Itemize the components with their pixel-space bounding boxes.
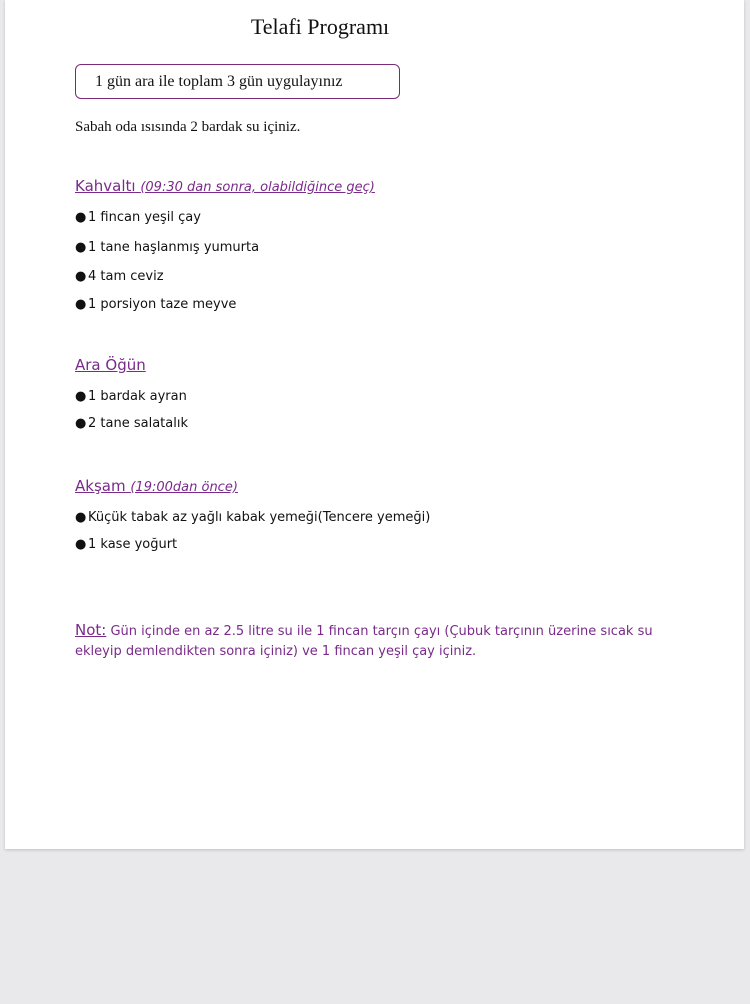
list-item	[75, 240, 259, 255]
note-paragraph	[75, 620, 675, 662]
bullet-icon: ●	[75, 297, 87, 312]
bullet-icon: ●	[75, 416, 87, 431]
list-item-text: 1 bardak ayran	[88, 389, 187, 404]
intro-text: Sabah oda ısısında 2 bardak su içiniz.	[75, 119, 301, 135]
section-heading-aksam	[75, 477, 238, 495]
list-item	[75, 210, 201, 225]
list-item	[75, 416, 188, 431]
section-heading-kahvalti	[75, 177, 375, 195]
section-title: Akşam	[75, 477, 126, 495]
list-item-text: 1 fincan yeşil çay	[88, 210, 201, 225]
section-subtitle: (19:00dan önce)	[130, 480, 238, 495]
list-item-text: 1 porsiyon taze meyve	[88, 297, 237, 312]
section-subtitle: (09:30 dan sonra, olabildiğince geç)	[140, 180, 375, 195]
list-item	[75, 537, 177, 552]
document-title: Telafi Programı	[250, 14, 390, 39]
bullet-icon: ●	[75, 210, 87, 225]
note-text: Gün içinde en az 2.5 litre su ile 1 fincan tarçın çayı (Çubuk tarçının üzerine sıcak su ekleyip demlendikten sonra içiniz) ve 1 fincan yeşil çay içiniz.	[75, 624, 653, 659]
bullet-icon: ●	[75, 389, 87, 404]
list-item	[75, 269, 164, 284]
section-title: Ara Öğün	[75, 356, 146, 374]
list-item-text: Küçük tabak az yağlı kabak yemeği(Tencere yemeği)	[88, 510, 431, 525]
bullet-icon: ●	[75, 240, 87, 255]
list-item-text: 4 tam ceviz	[88, 269, 164, 284]
list-item	[75, 297, 236, 312]
list-item-text: 1 tane haşlanmış yumurta	[88, 240, 260, 255]
list-item	[75, 389, 187, 404]
list-item-text: 2 tane salatalık	[88, 416, 188, 431]
section-heading-ara-ogun	[75, 356, 146, 374]
note-label: Not:	[75, 621, 107, 639]
bullet-icon: ●	[75, 510, 87, 525]
document-page	[5, 0, 744, 849]
instruction-box: 1 gün ara ile toplam 3 gün uygulayınız	[75, 64, 400, 99]
list-item	[75, 510, 430, 525]
bullet-icon: ●	[75, 269, 87, 284]
bullet-icon: ●	[75, 537, 87, 552]
section-title: Kahvaltı	[75, 177, 136, 195]
list-item-text: 1 kase yoğurt	[88, 537, 178, 552]
